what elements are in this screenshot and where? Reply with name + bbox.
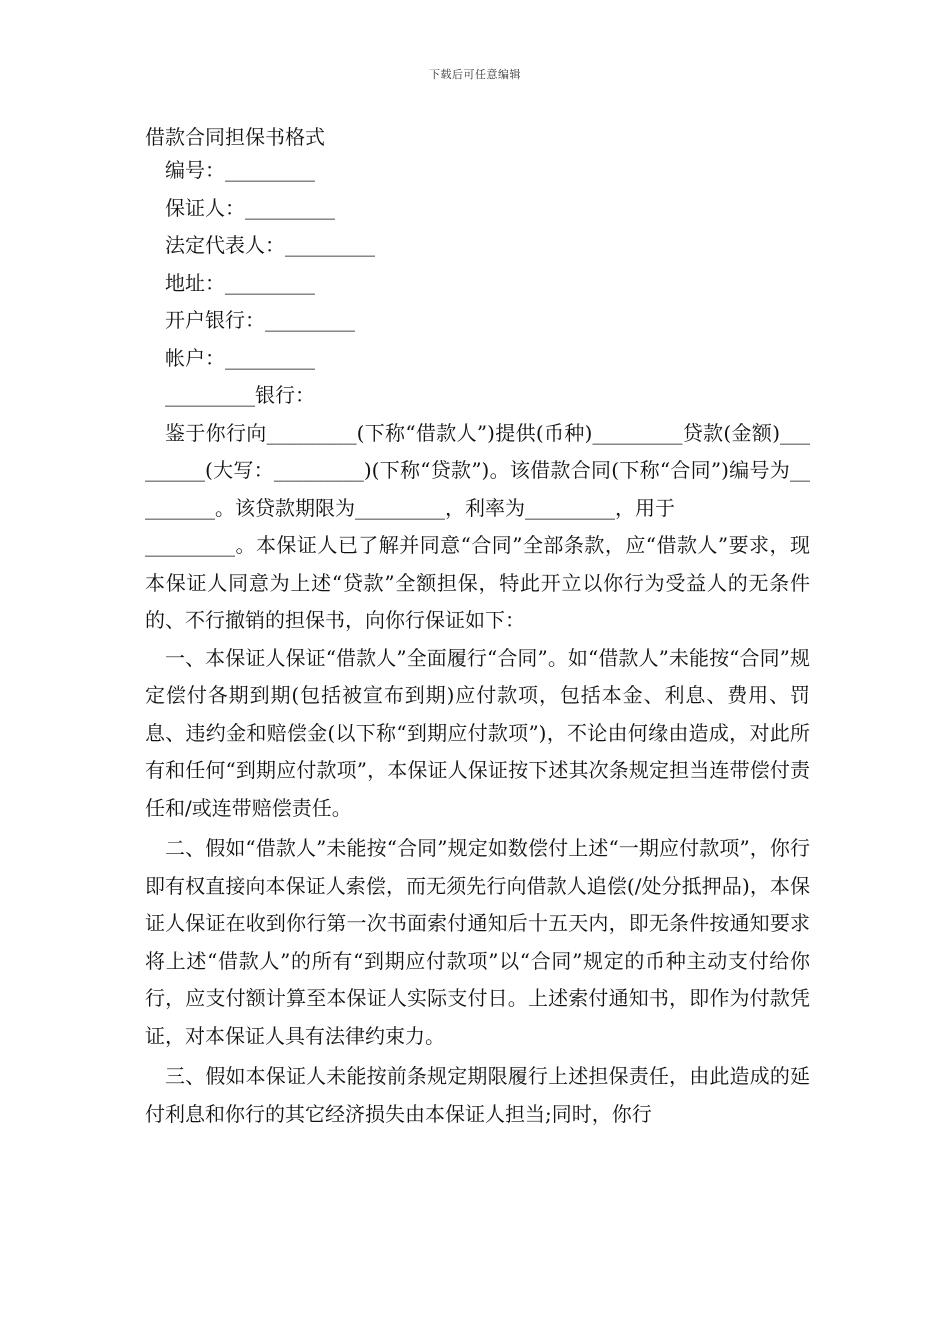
field-legal-representative: 法定代表人：_________: [165, 233, 375, 257]
field-number: 编号：_________: [165, 158, 315, 182]
field-guarantor: 保证人：_________: [165, 195, 335, 220]
paragraph-guarantee-intro: _________。本保证人已了解并同意“合同”全部条款，应“借款人”要求，现本保证人同意为上述“贷款”全额担保，特此开立以你行为受益人的无条件的、不行撤销的担保书，向你行保证如下：: [145, 533, 810, 632]
paragraph-loan-details: 鉴于你行向_________(下称“借款人”)提供(币种)_________贷款(金额)_________(大写：_________)(下称“贷款”)。该借款合同(下称“合同”)编号为_________。该贷款期限为_________，利率为_________，用于: [145, 420, 810, 520]
paragraph-clause-three: 三、假如本保证人未能按前条规定期限履行上述担保责任，由此造成的延付利息和你行的其它经济损失由本保证人担当;同时，你行: [145, 1064, 810, 1126]
field-opening-bank: 开户银行：_________: [165, 308, 355, 332]
header-note: 下载后可任意编辑: [429, 68, 521, 81]
document-title: 借款合同担保书格式: [145, 125, 325, 149]
field-bank: _________银行：: [165, 383, 315, 407]
paragraph-clause-one: 一、本保证人保证“借款人”全面履行“合同”。如“借款人”未能按“合同”规定偿付各期到期(包括被宣布到期)应付款项，包括本金、利息、费用、罚息、违约金和赔偿金(以下称“到期应付款项”)，不论由何缘由造成，对此所有和任何“到期应付款项”，本保证人保证按下述其次条规定担当连带偿付责任和/或连带赔偿责任。: [145, 645, 810, 820]
document-body: [145, 122, 810, 1133]
field-account: 帐户：_________: [165, 345, 315, 370]
paragraph-clause-two: 二、假如“借款人”未能按“合同”规定如数偿付上述“一期应付款项”，你行即有权直接向本保证人索偿，而无须先行向借款人追偿(/处分抵押品)，本保证人保证在收到你行第一次书面索付通知后十五天内，即无条件按通知要求将上述“借款人”的所有“到期应付款项”以“合同”规定的币种主动支付给你行，应支付额计算至本保证人实际支付日。上述索付通知书，即作为付款凭证，对本保证人具有法律约束力。: [145, 836, 810, 1048]
field-address: 地址：_________: [165, 270, 315, 295]
